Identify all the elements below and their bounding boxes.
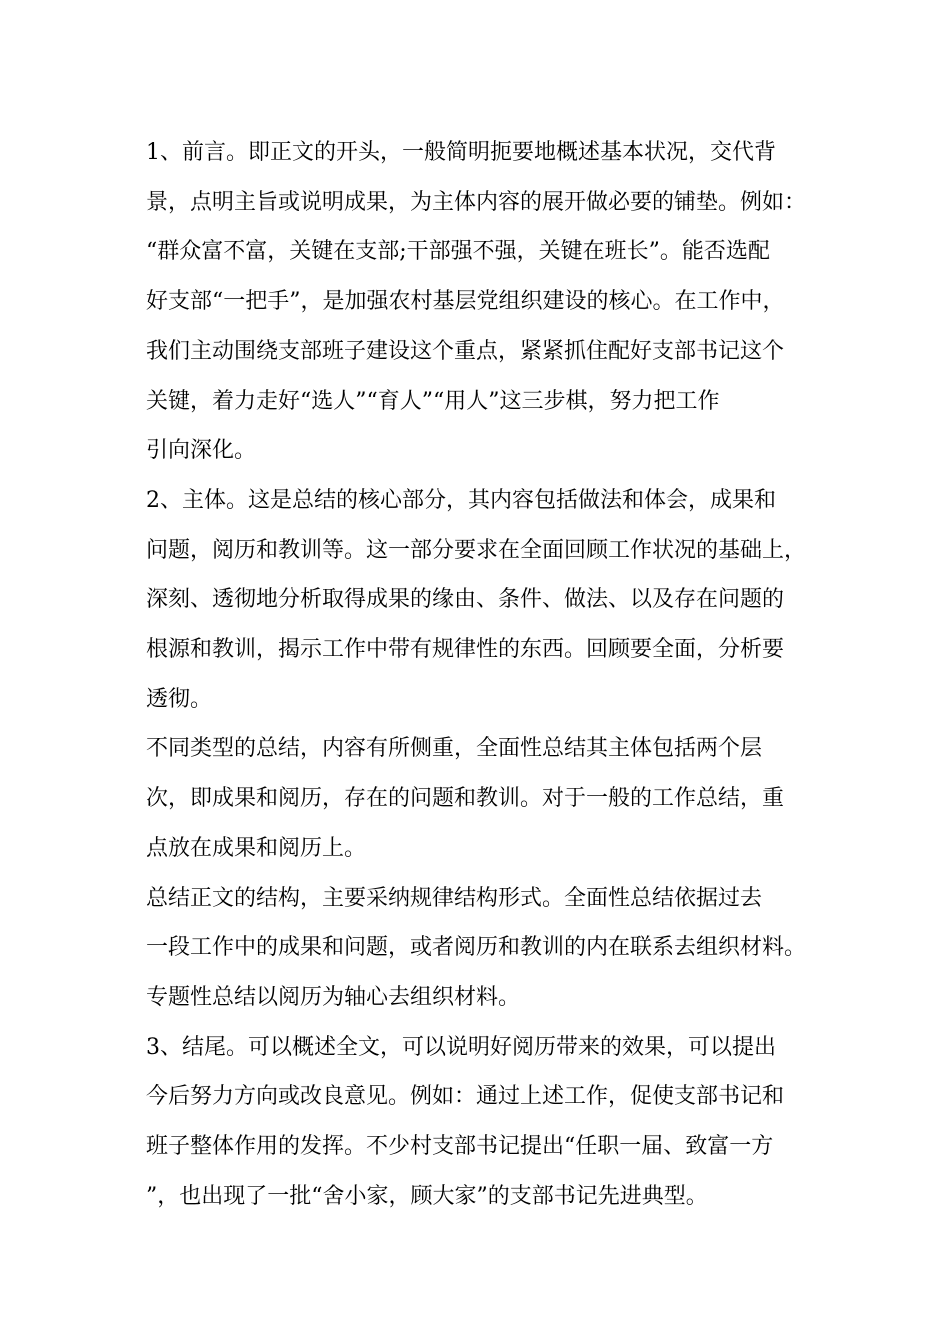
text-line: 不同类型的总结，内容有所侧重，全面性总结其主体包括两个层 (146, 736, 763, 762)
paragraph-conclusion (146, 1023, 826, 1222)
text-line: 班子整体作用的发挥。不少村支部书记提出“任职一届、致富一方 (146, 1134, 774, 1160)
document-body (146, 128, 826, 1221)
text-line: 我们主动围绕支部班子建设这个重点，紧紧抓住配好支部书记这个 (146, 338, 785, 364)
text-line: 引向深化。 (146, 438, 257, 464)
text-line: 景，点明主旨或说明成果，为主体内容的展开做必要的铺垫。例如： (146, 189, 807, 215)
text-line: 2、主体。这是总结的核心部分，其内容包括做法和体会，成果和 (146, 487, 776, 513)
text-line: 3、结尾。可以概述全文，可以说明好阅历带来的效果，可以提出 (146, 1034, 776, 1060)
text-line: 根源和教训，揭示工作中带有规律性的东西。回顾要全面，分析要 (146, 637, 785, 663)
paragraph-preface (146, 128, 826, 476)
text-line: 点放在成果和阅历上。 (146, 835, 367, 861)
text-line: 关键，着力走好“选人”“育人”“用人”这三步棋，努力把工作 (146, 388, 720, 414)
text-line: ”，也出现了一批“舍小家，顾大家”的支部书记先进典型。 (146, 1183, 708, 1209)
text-line: 今后努力方向或改良意见。例如：通过上述工作，促使支部书记和 (146, 1084, 785, 1110)
text-line: 次，即成果和阅历，存在的问题和教训。对于一般的工作总结，重 (146, 786, 785, 812)
text-line: 一段工作中的成果和问题，或者阅历和教训的内在联系去组织材料。 (146, 935, 807, 961)
text-line: 总结正文的结构，主要采纳规律结构形式。全面性总结依据过去 (146, 885, 763, 911)
paragraph-structure (146, 874, 826, 1023)
text-line: 深刻、透彻地分析取得成果的缘由、条件、做法、以及存在问题的 (146, 587, 785, 613)
text-line: 好支部“一把手”，是加强农村基层党组织建设的核心。在工作中， (146, 289, 785, 315)
paragraph-types (146, 724, 826, 873)
text-line: “群众富不富，关键在支部;干部强不强，关键在班长”。能否选配 (146, 239, 770, 265)
text-line: 问题，阅历和教训等。这一部分要求在全面回顾工作状况的基础上， (146, 537, 807, 563)
text-line: 1、前言。即正文的开头，一般简明扼要地概述基本状况，交代背 (146, 140, 776, 165)
text-line: 专题性总结以阅历为轴心去组织材料。 (146, 984, 521, 1010)
text-line: 透彻。 (146, 686, 213, 712)
paragraph-main-body (146, 476, 826, 725)
